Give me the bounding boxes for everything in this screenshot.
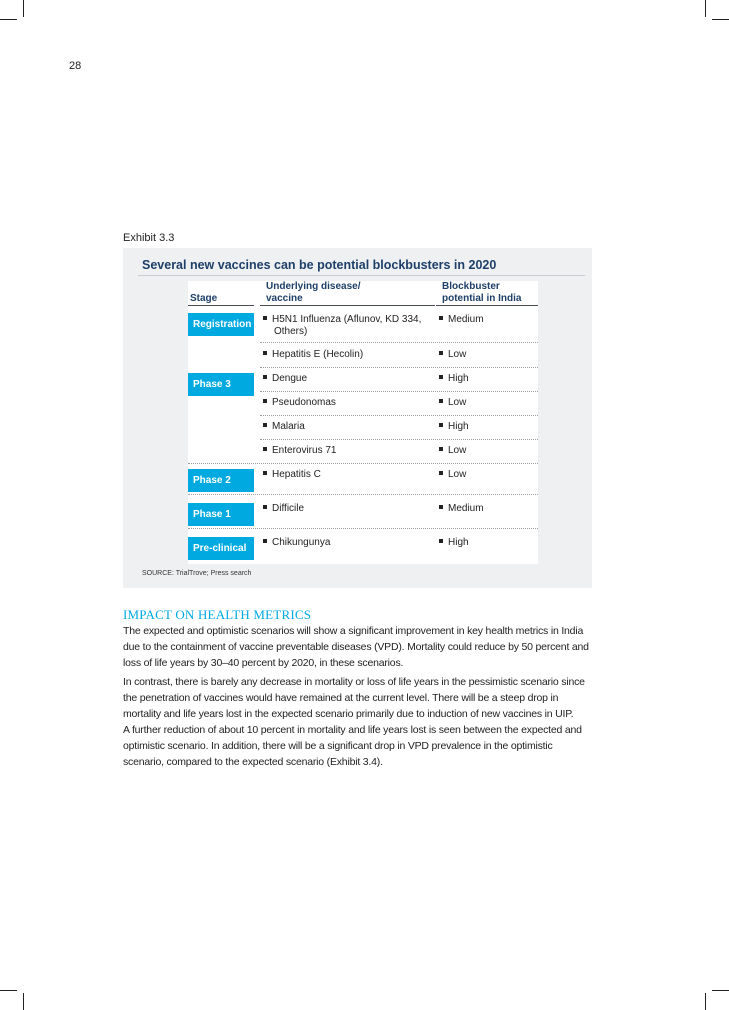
row-divider bbox=[188, 494, 538, 495]
bullet-icon bbox=[263, 375, 267, 379]
title-rule bbox=[138, 275, 585, 276]
row-divider bbox=[260, 415, 538, 416]
potential-value: Medium bbox=[448, 314, 484, 325]
potential-cell bbox=[439, 445, 466, 457]
disease-name: Dengue bbox=[272, 373, 308, 384]
crop-mark bbox=[705, 0, 706, 17]
disease-name: Chikungunya bbox=[272, 537, 331, 548]
bullet-icon bbox=[263, 539, 267, 543]
stage-phase-2: Phase 2 bbox=[188, 469, 254, 492]
crop-mark bbox=[705, 993, 706, 1010]
stage-registration: Registration bbox=[188, 313, 254, 336]
crop-mark bbox=[712, 990, 729, 991]
row-divider bbox=[188, 463, 538, 464]
crop-mark bbox=[23, 993, 24, 1010]
header-disease-line1: Underlying disease/ bbox=[266, 281, 361, 292]
potential-cell bbox=[439, 503, 484, 515]
disease-cell bbox=[263, 421, 305, 433]
page-number: 28 bbox=[69, 60, 82, 72]
potential-value: Low bbox=[448, 349, 467, 360]
disease-cell bbox=[263, 314, 421, 338]
potential-cell bbox=[439, 314, 484, 326]
disease-name-continued: Others) bbox=[274, 326, 308, 337]
disease-name: Malaria bbox=[272, 421, 305, 432]
bullet-icon bbox=[439, 505, 443, 509]
potential-cell bbox=[439, 373, 469, 385]
potential-cell bbox=[439, 349, 466, 361]
bullet-icon bbox=[263, 399, 267, 403]
row-divider bbox=[260, 439, 538, 440]
disease-cell bbox=[263, 503, 304, 515]
exhibit-box bbox=[123, 248, 592, 588]
potential-value: Low bbox=[448, 397, 467, 408]
bullet-icon bbox=[263, 316, 267, 320]
potential-value: High bbox=[448, 537, 469, 548]
section-heading: IMPACT ON HEALTH METRICS bbox=[123, 607, 312, 622]
bullet-icon bbox=[439, 539, 443, 543]
potential-value: High bbox=[448, 373, 469, 384]
stage-phase-1: Phase 1 bbox=[188, 503, 254, 526]
header-disease bbox=[266, 281, 360, 305]
disease-name: Difficile bbox=[272, 503, 305, 514]
header-potential bbox=[442, 281, 521, 305]
disease-name: Pseudonomas bbox=[272, 397, 336, 408]
disease-cell bbox=[263, 537, 330, 549]
exhibit-label: Exhibit 3.3 bbox=[123, 232, 175, 244]
disease-name: Enterovirus 71 bbox=[272, 445, 337, 456]
potential-cell bbox=[439, 397, 466, 409]
bullet-icon bbox=[263, 447, 267, 451]
row-divider bbox=[260, 342, 538, 343]
header-rule bbox=[188, 305, 254, 306]
potential-cell bbox=[439, 469, 466, 481]
source-note: SOURCE: TrialTrove; Press search bbox=[142, 570, 252, 577]
bullet-icon bbox=[263, 351, 267, 355]
disease-cell bbox=[263, 397, 336, 409]
potential-value: High bbox=[448, 421, 469, 432]
row-divider bbox=[260, 391, 538, 392]
disease-name: H5N1 Influenza (Aflunov, KD 334, bbox=[272, 314, 422, 325]
bullet-icon bbox=[263, 505, 267, 509]
crop-mark bbox=[0, 19, 17, 20]
disease-name: Hepatitis C bbox=[272, 469, 321, 480]
crop-mark bbox=[23, 0, 24, 17]
potential-cell bbox=[439, 421, 469, 433]
row-divider bbox=[188, 528, 538, 529]
disease-cell bbox=[263, 349, 363, 361]
disease-name: Hepatitis E (Hecolin) bbox=[272, 349, 364, 360]
bullet-icon bbox=[263, 471, 267, 475]
potential-value: Low bbox=[448, 469, 467, 480]
disease-cell bbox=[263, 373, 307, 385]
header-potential-line2: potential in India bbox=[442, 293, 522, 304]
bullet-icon bbox=[439, 471, 443, 475]
bullet-icon bbox=[439, 316, 443, 320]
paragraph: In contrast, there is barely any decrease in mortality or loss of life years in the pessimistic scenario since the penetration of vaccines would have remained at the current level. There will be a steep drop in mortality and life years lost in the expected scenario primarily due to induction of new vaccines in UIP. bbox=[123, 676, 585, 720]
potential-cell bbox=[439, 537, 469, 549]
potential-value: Medium bbox=[448, 503, 484, 514]
crop-mark bbox=[0, 990, 17, 991]
bullet-icon bbox=[263, 423, 267, 427]
bullet-icon bbox=[439, 447, 443, 451]
crop-mark bbox=[712, 19, 729, 20]
exhibit-title: Several new vaccines can be potential blockbusters in 2020 bbox=[142, 258, 497, 272]
header-rule bbox=[436, 305, 538, 306]
bullet-icon bbox=[439, 351, 443, 355]
header-disease-line2: vaccine bbox=[266, 293, 303, 304]
stage-phase-3: Phase 3 bbox=[188, 373, 254, 396]
disease-cell bbox=[263, 469, 321, 481]
paragraph: The expected and optimistic scenarios will show a significant improvement in key health metrics in India due to the containment of vaccine preventable diseases (VPD). Mortality could reduce by 50 percent and loss of life years by 30–40 percent by 2020, in these scenarios. bbox=[123, 625, 589, 669]
bullet-icon bbox=[439, 423, 443, 427]
bullet-icon bbox=[439, 375, 443, 379]
header-stage: Stage bbox=[190, 293, 218, 304]
disease-cell bbox=[263, 445, 336, 457]
bullet-icon bbox=[439, 399, 443, 403]
header-rule bbox=[260, 305, 435, 306]
potential-value: Low bbox=[448, 445, 467, 456]
stage-pre-clinical: Pre-clinical bbox=[188, 537, 254, 560]
row-divider bbox=[260, 367, 538, 368]
paragraph: A further reduction of about 10 percent in mortality and life years lost is seen between the expected and optimistic scenario. In addition, there will be a significant drop in VPD prevalence in the optimistic scenario, compared to the expected scenario (Exhibit 3.4). bbox=[123, 724, 582, 768]
header-potential-line1: Blockbuster bbox=[442, 281, 500, 292]
